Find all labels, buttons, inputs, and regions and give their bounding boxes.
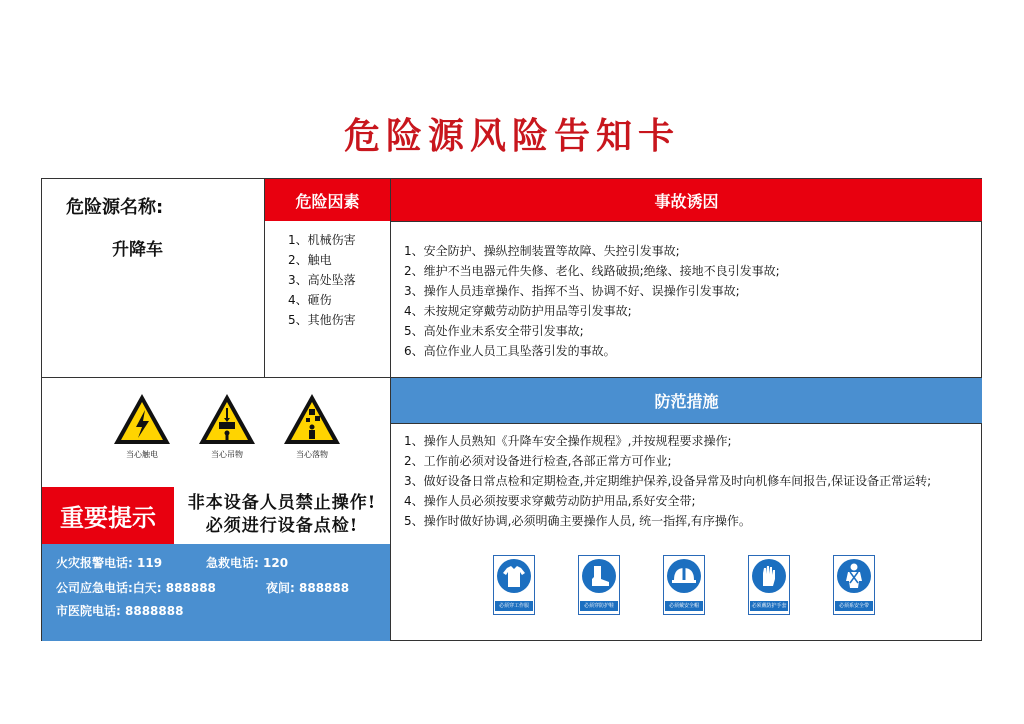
safety-helmet-icon [667,559,701,593]
ppe-sign-work-clothes [493,555,535,615]
ppe-sign-boots [578,555,620,615]
fire-phone-label: 火灾报警电话: [56,556,133,570]
warning-signs [42,378,390,486]
ppe-sign-harness [833,555,875,615]
notice-line: 必须进行设备点检! [205,516,359,536]
contact-panel [42,544,390,641]
list-item: 2、维护不当电器元件失修、老化、线路破损;绝缘、接地不良引发事故; [404,264,780,278]
protective-boots-icon [582,559,616,593]
work-clothes-icon [497,559,531,593]
sign-caption: 当心吊物 [211,450,243,459]
emergency-phone [206,554,288,571]
list-item: 1、安全防护、操纵控制装置等故障、失控引发事故; [404,244,680,258]
sign-electric [105,392,179,460]
electric-shock-warning-icon [112,392,172,446]
fire-phone [56,554,162,571]
list-item: 1、操作人员熟知《升降车安全操作规程》,并按规程要求操作; [404,434,732,448]
list-item: 2、工作前必须对设备进行检查,各部正常方可作业; [404,454,672,468]
list-item: 5、操作时做好协调,必须明确主要操作人员, 统一指挥,有序操作。 [404,514,751,528]
factors-header: 危险因素 [265,179,390,221]
measures-header: 防范措施 [391,378,982,423]
protective-gloves-icon [752,559,786,593]
emergency-phone-label: 急救电话: [206,556,259,570]
sign-hanging-load [190,392,264,460]
night-phone-label: 夜间: [266,581,295,595]
list-item: 6、高位作业人员工具坠落引发的事故。 [404,344,616,358]
ppe-signs [391,378,982,641]
list-item: 4、操作人员必须按要求穿戴劳动防护用品,系好安全带; [404,494,696,508]
ppe-caption: 必须戴安全帽 [665,601,703,611]
sign-caption: 当心落物 [296,450,328,459]
list-item: 3、高处坠落 [288,273,356,287]
divider [390,221,982,222]
list-item: 1、机械伤害 [288,233,356,247]
falling-objects-warning-icon [282,392,342,446]
list-item: 3、操作人员违章操作、指挥不当、协调不好、误操作引发事故; [404,284,740,298]
sign-caption: 当心触电 [126,450,158,459]
page-title: 危险源风险告知卡 [343,116,680,157]
list-item: 4、砸伤 [288,293,332,307]
hospital-phone-value: 8888888 [125,604,184,618]
emergency-phone-value: 120 [263,556,289,570]
night-phone [266,579,349,596]
important-label: 重要提示 [42,487,174,544]
hanging-load-warning-icon [197,392,257,446]
list-item: 4、未按规定穿戴劳动防护用品等引发事故; [404,304,632,318]
ppe-caption: 必须穿工作服 [495,601,533,611]
causes-list [404,241,780,361]
notice-box [174,487,390,544]
company-phone [56,579,216,596]
ppe-sign-gloves [748,555,790,615]
ppe-caption: 必须戴防护手套 [751,603,787,609]
night-phone-value: 888888 [299,581,350,595]
hazard-value: 升降车 [112,240,163,260]
notice-line: 非本设备人员禁止操作! [187,493,377,513]
safety-harness-icon [837,559,871,593]
ppe-sign-helmet [663,555,705,615]
fire-phone-value: 119 [137,556,163,570]
hospital-phone [56,602,183,619]
sign-falling-objects [275,392,349,460]
company-phone-day: 888888 [165,581,216,595]
risk-card [41,178,982,641]
hazard-label: 危险源名称: [66,197,164,218]
ppe-caption: 必须系安全带 [835,601,873,611]
company-phone-label: 公司应急电话:白天: [56,581,162,595]
list-item: 2、触电 [288,253,332,267]
list-item: 3、做好设备日常点检和定期检查,并定期维护保养,设备异常及时向机修车间报告,保证设备正常运转; [404,474,932,488]
causes-header: 事故诱因 [391,179,982,221]
list-item: 5、高处作业未系安全带引发事故; [404,324,584,338]
factors-list [288,230,356,330]
ppe-caption: 必须穿防护鞋 [580,601,618,611]
hospital-phone-label: 市医院电话: [56,604,121,618]
list-item: 5、其他伤害 [288,313,356,327]
